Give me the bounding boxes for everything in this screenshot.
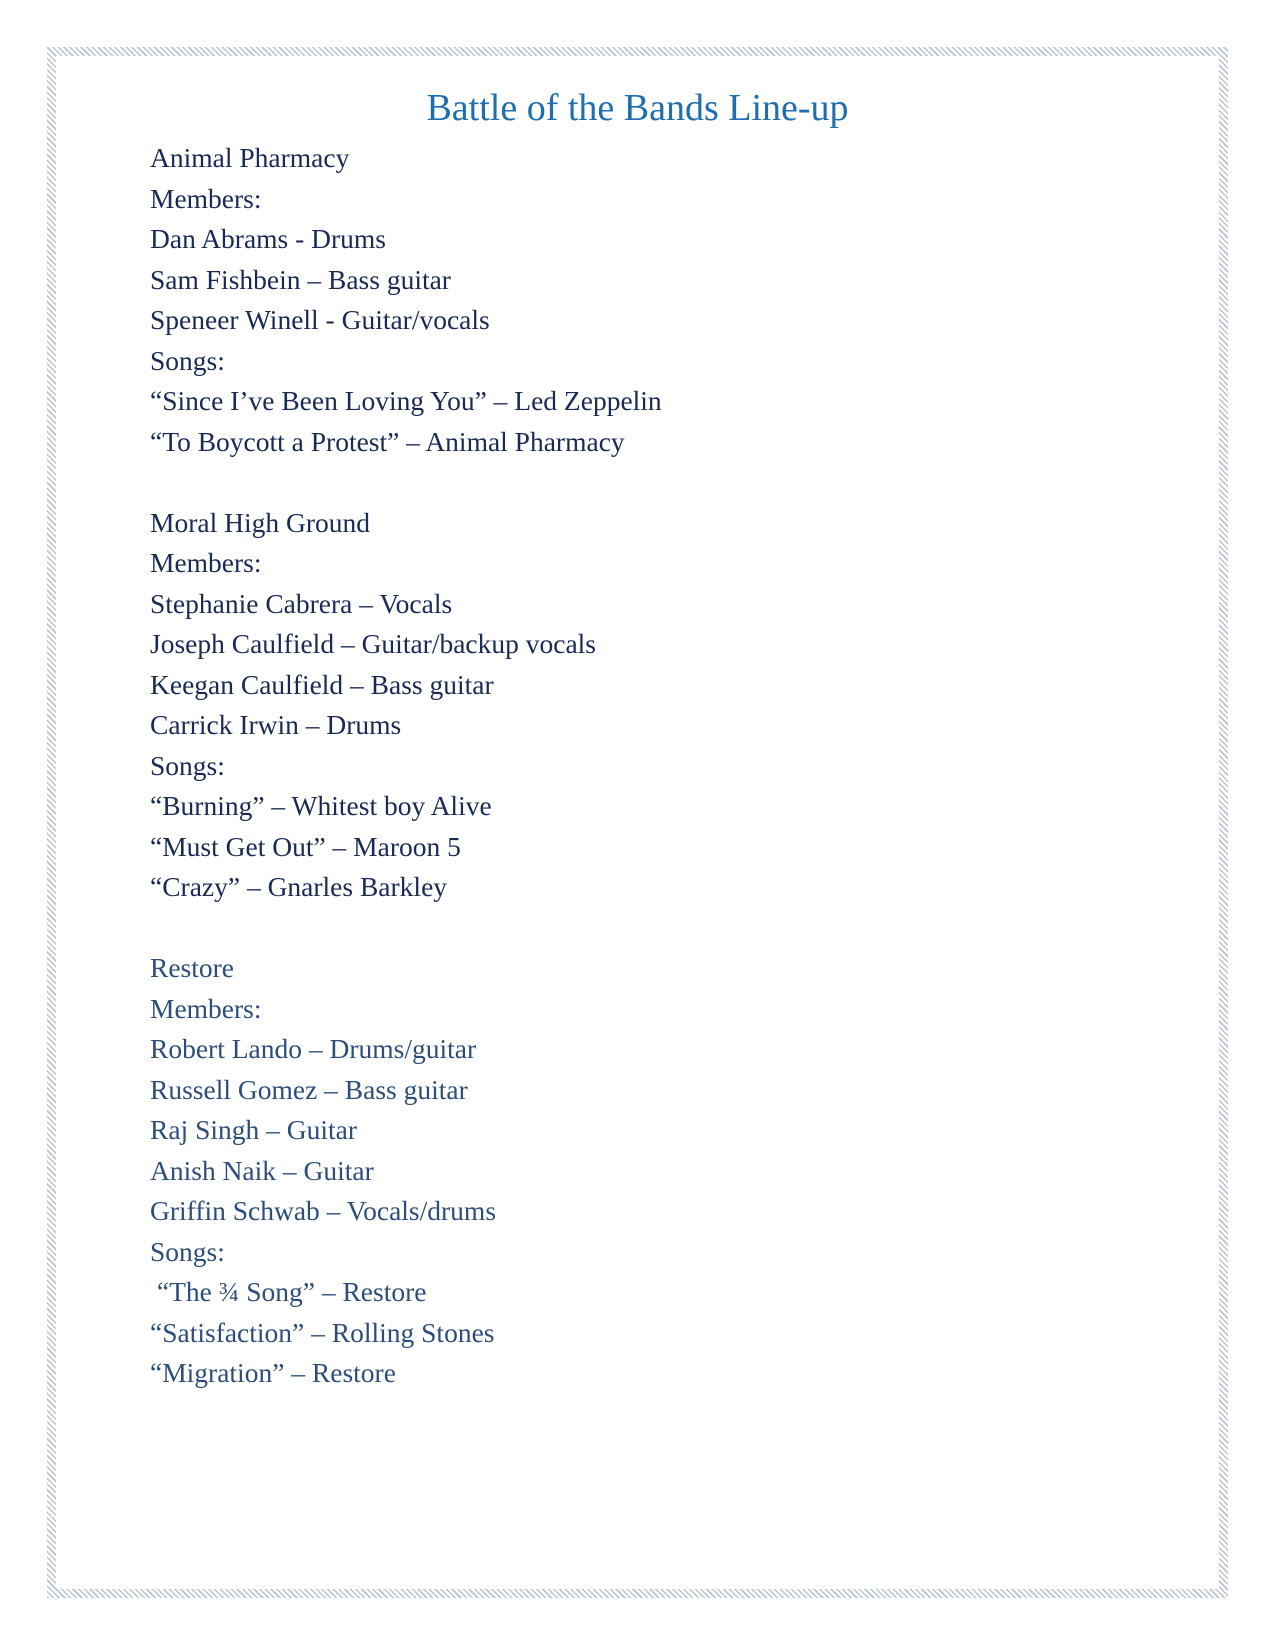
song-entry: “To Boycott a Protest” – Animal Pharmacy bbox=[150, 425, 625, 457]
member-entry: Carrick Irwin – Drums bbox=[150, 709, 402, 740]
band-name: Moral High Ground bbox=[150, 506, 370, 538]
member-entry: Sam Fishbein – Bass guitar bbox=[150, 263, 451, 295]
band-section-restore bbox=[150, 948, 1150, 1394]
member-entry: Russell Gomez – Bass guitar bbox=[150, 1073, 468, 1105]
members-label: Members: bbox=[150, 547, 262, 578]
song-entry: “Burning” – Whitest boy Alive bbox=[150, 790, 492, 821]
member-entry: Raj Singh – Guitar bbox=[150, 1114, 358, 1145]
member-entry: Robert Lando – Drums/guitar bbox=[150, 1033, 477, 1064]
document-title: Battle of the Bands Line-up bbox=[426, 87, 849, 129]
member-entry: Stephanie Cabrera – Vocals bbox=[150, 587, 453, 619]
song-entry: “Must Get Out” – Maroon 5 bbox=[150, 830, 461, 862]
band-name: Restore bbox=[150, 952, 235, 983]
member-entry: Keegan Caulfield – Bass guitar bbox=[150, 668, 494, 700]
member-entry: Anish Naik – Guitar bbox=[150, 1154, 374, 1186]
song-entry: “Crazy” – Gnarles Barkley bbox=[150, 871, 448, 902]
band-name: Animal Pharmacy bbox=[150, 142, 350, 173]
song-entry: “Migration” – Restore bbox=[150, 1357, 396, 1388]
member-entry: Joseph Caulfield – Guitar/backup vocals bbox=[150, 628, 597, 659]
songs-label: Songs: bbox=[150, 749, 225, 781]
song-entry: “The ¾ Song” – Restore bbox=[150, 1276, 427, 1307]
band-lineup bbox=[150, 138, 1150, 1434]
song-entry: “Satisfaction” – Rolling Stones bbox=[150, 1316, 495, 1348]
song-entry: “Since I’ve Been Loving You” – Led Zeppelin bbox=[150, 385, 662, 416]
band-section-moral-high-ground bbox=[150, 503, 1150, 908]
songs-label: Songs: bbox=[150, 1235, 225, 1267]
member-entry: Speneer Winell - Guitar/vocals bbox=[150, 304, 490, 335]
members-label: Members: bbox=[150, 992, 262, 1024]
songs-label: Songs: bbox=[150, 344, 225, 376]
member-entry: Griffin Schwab – Vocals/drums bbox=[150, 1195, 497, 1226]
band-section-animal-pharmacy bbox=[150, 138, 1150, 462]
members-label: Members: bbox=[150, 182, 262, 214]
member-entry: Dan Abrams - Drums bbox=[150, 223, 387, 254]
